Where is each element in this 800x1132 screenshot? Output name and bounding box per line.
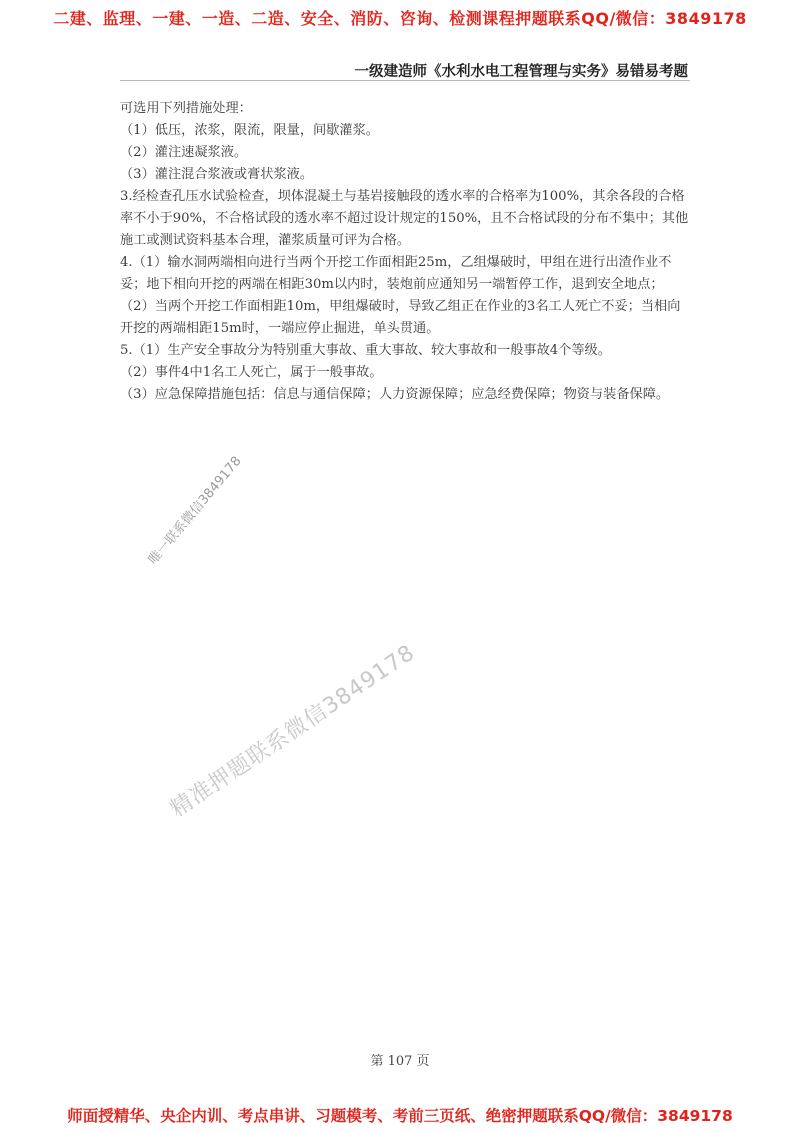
body-line: 可选用下列措施处理： xyxy=(120,101,252,116)
body-paragraph: （3）应急保障措施包括：信息与通信保障；人力资源保障；应急经费保障；物资与装备保障。 xyxy=(120,387,670,402)
body-line: （3）灌注混合浆液或膏状浆液。 xyxy=(120,167,314,182)
watermark-small: 唯一联系微信3849178 xyxy=(145,453,245,568)
document-header-title: 一级建造师《水利水电工程管理与实务》易错易考题 xyxy=(354,64,688,80)
body-line: （2）灌注速凝浆液。 xyxy=(120,145,248,160)
page-number: 第 107 页 xyxy=(370,1054,430,1069)
body-line: （2）事件4中1名工人死亡，属于一般事故。 xyxy=(120,365,383,380)
bottom-banner: 师面授精华、央企内训、考点串讲、习题模考、考前三页纸、绝密押题联系QQ/微信：3849178 xyxy=(67,1107,733,1125)
body-line: 5.（1）生产安全事故分为特别重大事故、重大事故、较大事故和一般事故4个等级。 xyxy=(120,343,611,358)
watermark-large: 精准押题联系微信3849178 xyxy=(166,640,420,823)
document-body xyxy=(120,98,690,406)
body-paragraph: 4.（1）输水洞两端相向进行当两个开挖工作面相距25m，乙组爆破时，甲组在进行出渣作业不妥；地下相向开挖的两端在相距30m以内时，装炮前应通知另一端暂停工作，退到安全地点； xyxy=(120,255,672,292)
body-paragraph: 3.经检查孔压水试验检查，坝体混凝土与基岩接触段的透水率的合格率为100%，其余各段的合格率不小于90%，不合格试段的透水率不超过设计规定的150%，且不合格试段的分布不集中；其他施工或测试资料基本合理，灌浆质量可评为合格。 xyxy=(120,189,689,248)
top-banner: 二建、监理、一建、一造、二造、安全、消防、咨询、检测课程押题联系QQ/微信：3849178 xyxy=(53,9,747,28)
header-divider xyxy=(120,80,690,81)
body-line: （1）低压，浓浆，限流，限量，间歇灌浆。 xyxy=(120,123,379,138)
body-paragraph: （2）当两个开挖工作面相距10m，甲组爆破时，导致乙组正在作业的3名工人死亡不妥；当相向开挖的两端相距15m时，一端应停止掘进，单头贯通。 xyxy=(120,299,681,336)
